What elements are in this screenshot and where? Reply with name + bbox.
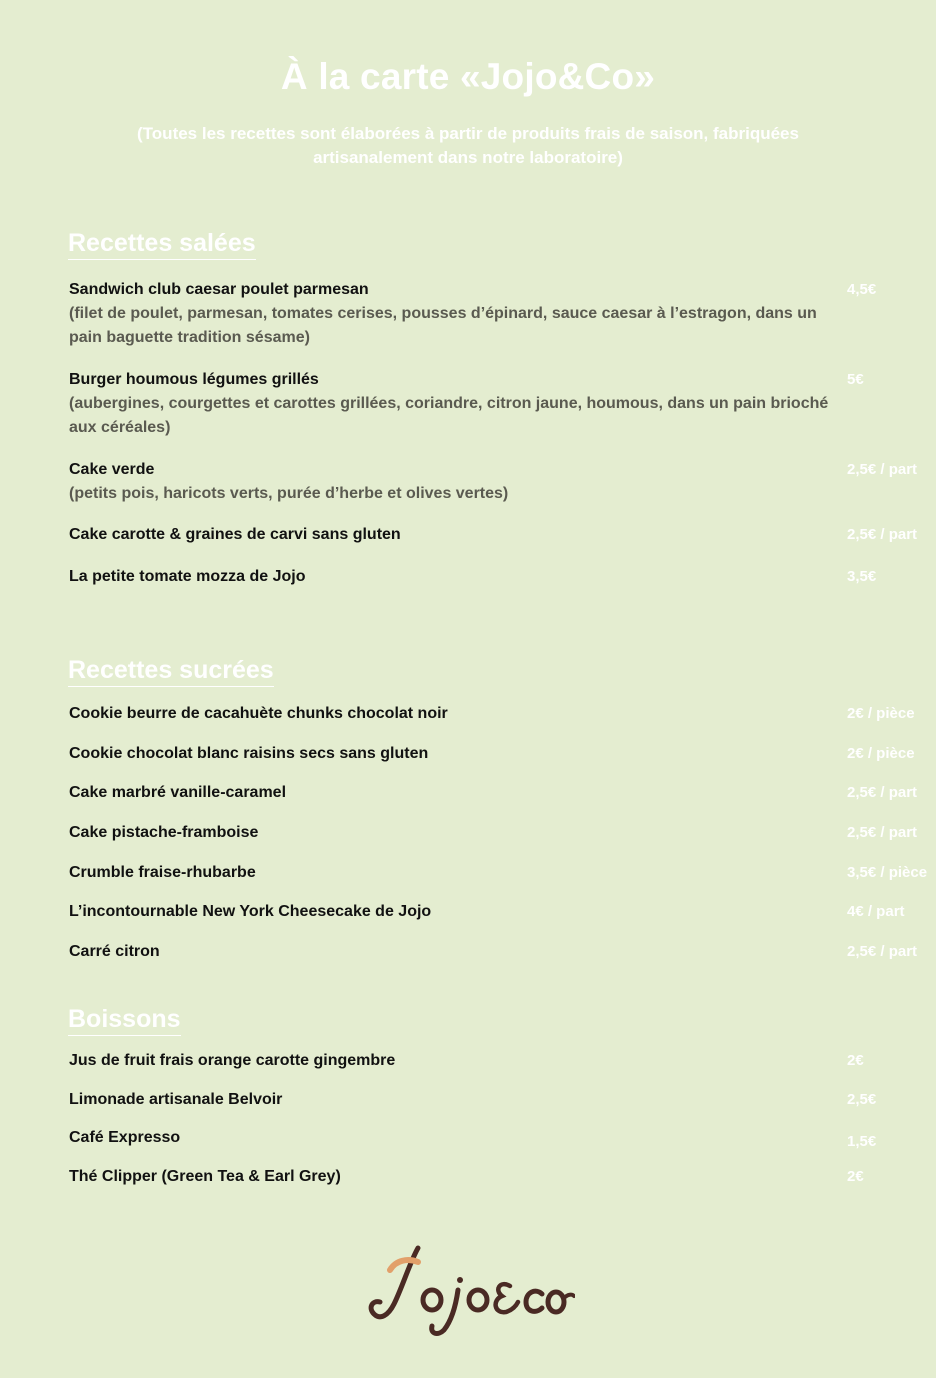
item-price: 4,5€ xyxy=(847,281,877,298)
item-price: 2€ xyxy=(847,1052,864,1069)
menu-item xyxy=(69,702,915,726)
item-description: (petits pois, haricots verts, purée d’herbe et olives vertes) xyxy=(69,485,509,502)
item-name: Sandwich club caesar poulet parmesan xyxy=(69,281,369,298)
item-price: 2,5€ / part xyxy=(847,461,918,478)
item-name: Cake marbré vanille-caramel xyxy=(69,784,287,801)
item-name: Cake carotte & graines de carvi sans gluten xyxy=(69,526,401,543)
menu-item xyxy=(69,523,918,547)
item-name: La petite tomate mozza de Jojo xyxy=(69,568,306,585)
item-name: Cake pistache-framboise xyxy=(69,824,259,841)
item-name: Jus de fruit frais orange carotte gingembre xyxy=(69,1052,396,1069)
section-title-savory: Recettes salées xyxy=(68,228,256,260)
item-price: 2,5€ xyxy=(847,1091,877,1108)
menu-item xyxy=(69,278,877,350)
item-name: Crumble fraise-rhubarbe xyxy=(69,864,256,881)
item-price: 4€ / part xyxy=(847,903,905,920)
section-title-drinks: Boissons xyxy=(68,1004,181,1036)
jojo-and-co-logo xyxy=(360,1240,575,1340)
menu-item xyxy=(69,368,869,440)
item-name: Café Expresso xyxy=(69,1129,181,1146)
item-price: 5€ xyxy=(847,371,864,388)
item-name: L’incontournable New York Cheesecake de Jojo xyxy=(69,903,432,920)
item-name: Carré citron xyxy=(69,943,160,960)
menu-item xyxy=(69,1088,877,1112)
menu-item xyxy=(69,1049,869,1073)
item-name: Cookie beurre de cacahuète chunks chocolat noir xyxy=(69,705,448,722)
menu-item xyxy=(69,900,905,924)
menu-item xyxy=(69,1126,877,1150)
item-name: Thé Clipper (Green Tea & Earl Grey) xyxy=(69,1168,341,1185)
item-description: (aubergines, courgettes et carottes grillées, coriandre, citron jaune, houmous, dans un pain brioché aux céréales) xyxy=(69,395,829,436)
menu-item xyxy=(69,821,918,845)
item-price: 2,5€ / part xyxy=(847,526,918,543)
item-price: 2,5€ / part xyxy=(847,824,918,841)
menu-item xyxy=(69,940,918,964)
item-price: 2,5€ / part xyxy=(847,943,918,960)
item-price: 2€ / pièce xyxy=(847,745,915,762)
item-price: 3,5€ xyxy=(847,568,877,585)
item-price: 2,5€ / part xyxy=(847,784,918,801)
item-name: Cake verde xyxy=(69,461,155,478)
menu-item xyxy=(69,742,915,766)
item-name: Cookie chocolat blanc raisins secs sans gluten xyxy=(69,745,429,762)
item-description: (filet de poulet, parmesan, tomates cerises, pousses d’épinard, sauce caesar à l’estragon, dans un pain baguette tradition sésame) xyxy=(69,305,817,346)
item-price: 3,5€ / pièce xyxy=(847,864,928,881)
item-price: 2€ / pièce xyxy=(847,705,915,722)
menu-item xyxy=(69,781,918,805)
item-name: Burger houmous légumes grillés xyxy=(69,371,319,388)
section-title-sweet: Recettes sucrées xyxy=(68,655,274,687)
item-price: 1,5€ xyxy=(847,1133,877,1150)
page-subtitle: (Toutes les recettes sont élaborées à partir de produits frais de saison, fabriquées artisanalement dans notre laboratoire) xyxy=(137,124,799,167)
item-name: Limonade artisanale Belvoir xyxy=(69,1091,283,1108)
menu-item xyxy=(69,1165,869,1189)
page-title: À la carte «Jojo&Co» xyxy=(280,56,656,97)
menu-item xyxy=(69,565,877,589)
menu-item xyxy=(69,861,928,885)
menu-item xyxy=(69,458,918,506)
item-price: 2€ xyxy=(847,1168,864,1185)
